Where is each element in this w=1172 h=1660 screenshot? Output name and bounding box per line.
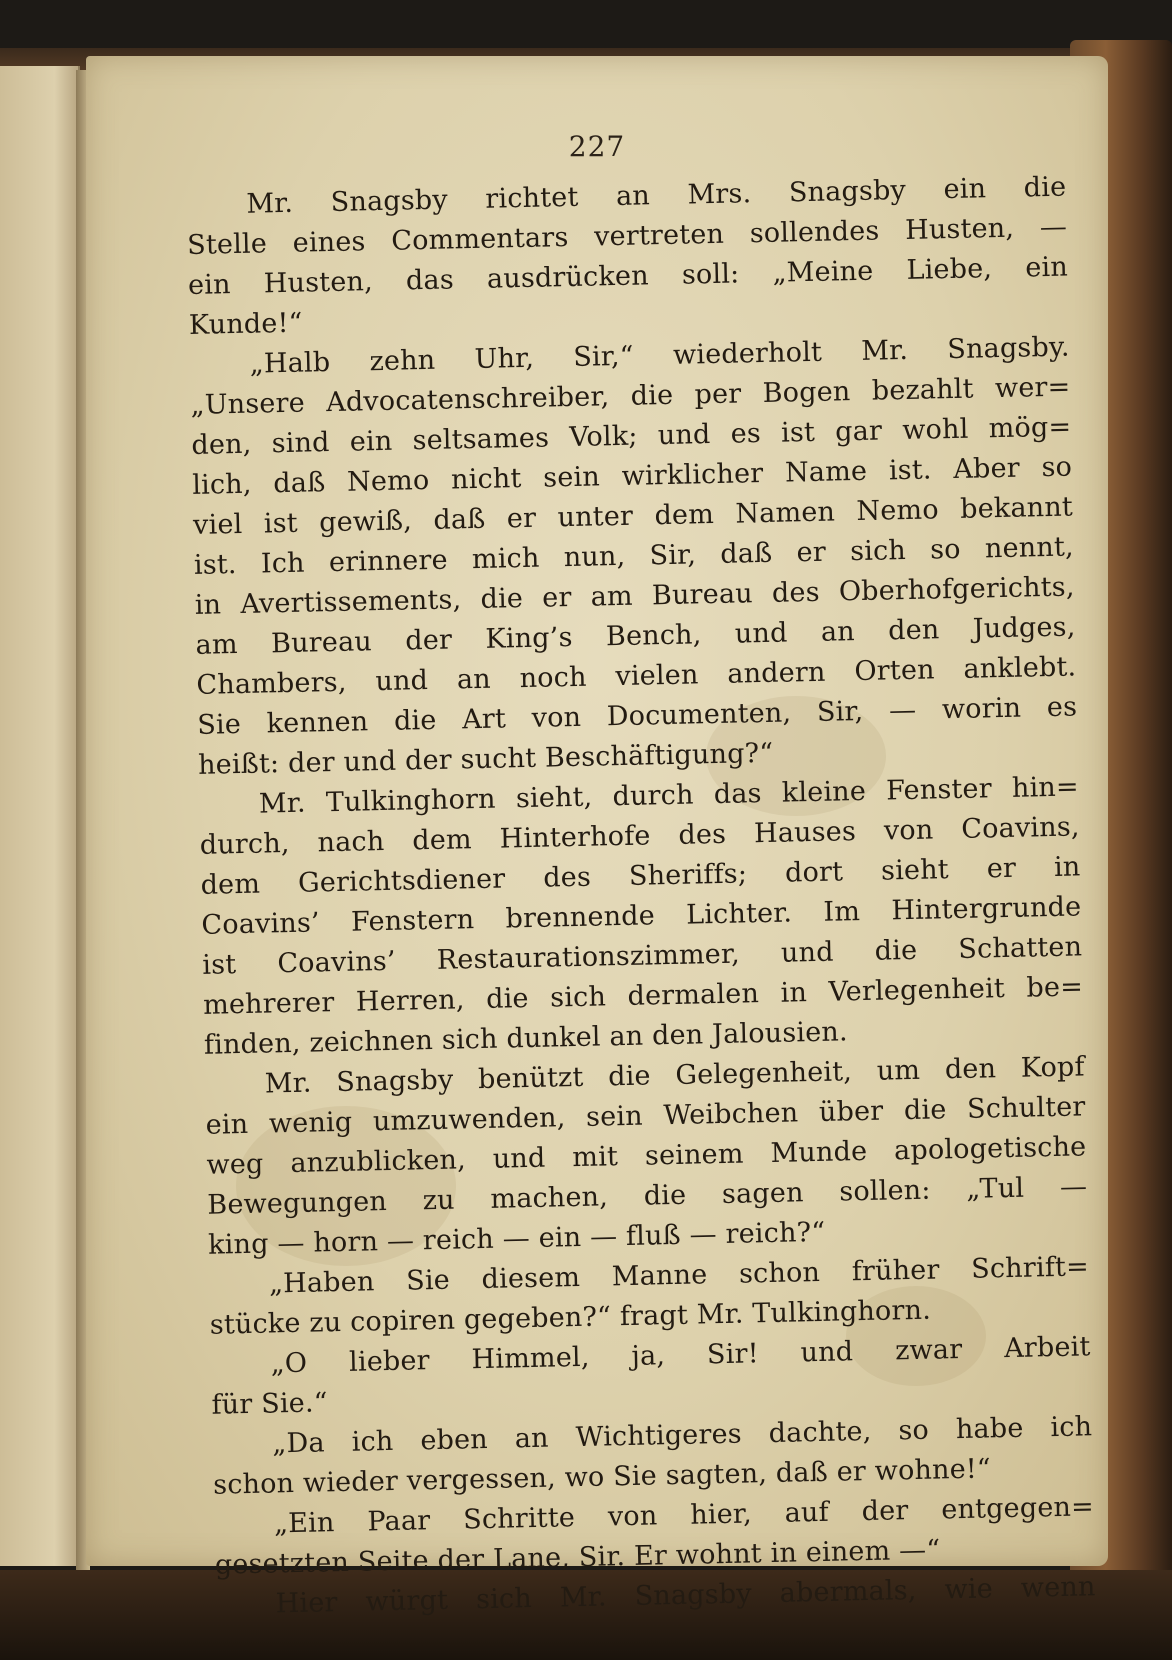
text-line: „Da ich eben an Wichtigeres dachte, so habe ich: [272, 1411, 1093, 1460]
text-line: Bewegungen zu machen, die sagen sollen: „Tul —: [207, 1171, 1088, 1221]
text-line: heißt: der und der sucht Beschäftigung?“: [197, 737, 774, 781]
text-line: Mr. Tulkinghorn sieht, durch das kleine Fenster hin=: [258, 771, 1080, 820]
left-page-edge: [0, 66, 80, 1566]
text-line: „Haben Sie diesem Manne schon früher Schrift=: [268, 1251, 1090, 1300]
text-line: Coavins’ Fenstern brennende Lichter. Im Hintergrunde: [201, 891, 1082, 941]
text-line: den, sind ein seltsames Volk; und es ist gar wohl mög=: [191, 411, 1072, 461]
text-line: schon wieder vergessen, wo Sie sagten, daß er wohne!“: [212, 1453, 992, 1501]
text-line: ist Coavins’ Restaurationszimmer, und die Schatten: [202, 931, 1083, 981]
text-line: dem Gerichtsdiener des Sheriffs; dort sieht er in: [200, 851, 1081, 901]
text-line: in Avertissements, die er am Bureau des Oberhofgerichts,: [194, 571, 1075, 621]
book-page: [86, 56, 1108, 1620]
text-line: ein Husten, das ausdrücken soll: „Meine Liebe, ein: [187, 251, 1069, 301]
text-line: weg anzublicken, und mit seinem Munde apologetische: [206, 1131, 1087, 1181]
text-line: Kunde!“: [188, 307, 303, 341]
text-line: am Bureau der King’s Bench, und an den Judges,: [195, 611, 1076, 661]
text-line: mehrerer Herren, die sich dermalen in Verlegenheit be=: [202, 971, 1084, 1021]
text-line: ein wenig umzuwenden, sein Weibchen über die Schulter: [205, 1091, 1086, 1141]
text-line: „O lieber Himmel, ja, Sir! und zwar Arbeit: [270, 1331, 1091, 1380]
text-line: „Unsere Advocatenschreiber, die per Bogen bezahlt wer=: [190, 371, 1071, 421]
text-line: stücke zu copiren gegeben?“ fragt Mr. Tulkinghorn.: [209, 1294, 932, 1341]
text-line: finden, zeichnen sich dunkel an den Jalousien.: [203, 1016, 849, 1061]
text-line: viel ist gewiß, daß er unter dem Namen Nemo bekannt: [192, 491, 1074, 541]
text-line: king — horn — reich — ein — fluß — reich?“: [207, 1216, 826, 1261]
text-line: Chambers, und an noch vielen andern Orten anklebt.: [196, 651, 1077, 701]
text-line: „Halb zehn Uhr, Sir,“ wiederholt Mr. Snagsby.: [249, 331, 1070, 380]
text-line: Mr. Snagsby benützt die Gelegenheit, um den Kopf: [264, 1051, 1085, 1100]
page-number: 227: [568, 130, 626, 163]
text-line: durch, nach dem Hinterhofe des Hauses von Coavins,: [199, 811, 1080, 861]
text-line: lich, daß Nemo nicht sein wirklicher Name ist. Aber so: [191, 451, 1073, 501]
text-line: „Ein Paar Schritte von hier, auf der entgegen=: [273, 1491, 1095, 1540]
body-text: [186, 168, 1096, 1620]
text-line: für Sie.“: [211, 1387, 329, 1421]
text-line: Mr. Snagsby richtet an Mrs. Snagsby ein die: [246, 171, 1067, 220]
text-line: Sie kennen die Art von Documenten, Sir, — worin es: [196, 691, 1078, 741]
text-line: gesetzten Seite der Lane, Sir. Er wohnt in einem —“: [214, 1534, 941, 1581]
text-line: Hier würgt sich Mr. Snagsby abermals, wie wenn: [275, 1571, 1096, 1620]
text-line: Stelle eines Commentars vertreten sollendes Husten, —: [186, 211, 1068, 261]
text-line: ist. Ich erinnere mich nun, Sir, daß er sich so nennt,: [193, 531, 1075, 581]
